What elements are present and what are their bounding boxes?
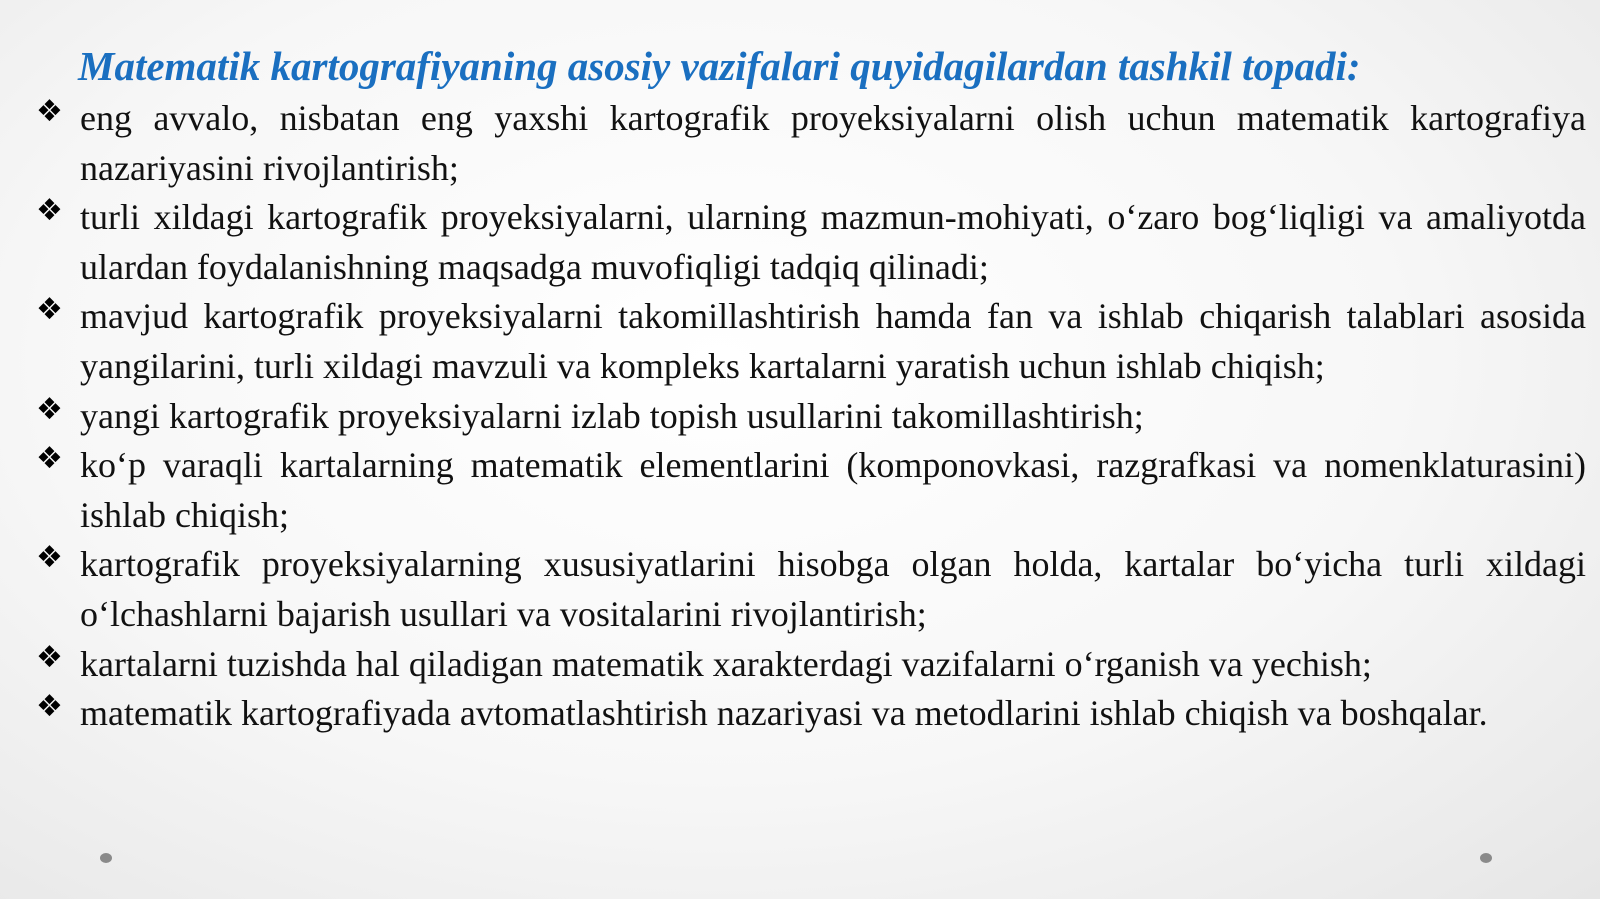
four-diamond-bullet-icon: ❖: [36, 193, 63, 229]
bullet-list: [36, 94, 1586, 739]
four-diamond-bullet-icon: ❖: [36, 689, 63, 725]
list-item-text: kartalarni tuzishda hal qiladigan matematik xarakterdagi vazifalarni o‘rganish va yechish;: [80, 643, 1372, 684]
four-diamond-bullet-icon: ❖: [36, 639, 63, 675]
list-item-text: turli xildagi kartografik proyeksiyalarni, ularning mazmun-mohiyati, o‘zaro bog‘liqligi va amaliyotda ulardan foydalanishning maqsadga muvofiqligi tadqiq qilinadi;: [80, 197, 1586, 287]
list-item: [36, 441, 1586, 540]
list-item: [36, 640, 1586, 690]
list-item: [36, 392, 1586, 442]
four-diamond-bullet-icon: ❖: [36, 391, 63, 427]
slide-title: Matematik kartografiyaning asosiy vazifalari quyidagilardan tashkil topadi:: [78, 43, 1361, 89]
list-item: [36, 540, 1586, 639]
list-item: [36, 94, 1586, 193]
list-item-text: kartografik proyeksiyalarning xususiyatlarini hisobga olgan holda, kartalar bo‘yicha turli xildagi o‘lchashlarni bajarish usullari va vositalarini rivojlantirish;: [80, 544, 1586, 634]
four-diamond-bullet-icon: ❖: [36, 292, 63, 328]
four-diamond-bullet-icon: ❖: [36, 94, 63, 129]
decorative-dot-right: [1480, 853, 1492, 863]
four-diamond-bullet-icon: ❖: [36, 540, 63, 576]
list-item-text: matematik kartografiyada avtomatlashtirish nazariyasi va metodlarini ishlab chiqish va boshqalar.: [80, 693, 1488, 734]
decorative-dot-left: [100, 853, 112, 863]
list-item-text: ko‘p varaqli kartalarning matematik elementlarini (komponovkasi, razgrafkasi va nomenklaturasini) ishlab chiqish;: [80, 445, 1586, 535]
list-item: [36, 292, 1586, 391]
list-item: [36, 689, 1586, 739]
list-item-text: eng avvalo, nisbatan eng yaxshi kartografik proyeksiyalarni olish uchun matematik kartografiya nazariyasini rivojlantirish;: [80, 98, 1586, 188]
four-diamond-bullet-icon: ❖: [36, 441, 63, 477]
list-item-text: mavjud kartografik proyeksiyalarni takomillashtirish hamda fan va ishlab chiqarish talablari asosida yangilarini, turli xildagi mavzuli va kompleks kartalarni yaratish uchun ishlab chiqish;: [80, 296, 1586, 386]
list-item: [36, 193, 1586, 292]
list-item-text: yangi kartografik proyeksiyalarni izlab topish usullarini takomillashtirish;: [80, 395, 1144, 436]
